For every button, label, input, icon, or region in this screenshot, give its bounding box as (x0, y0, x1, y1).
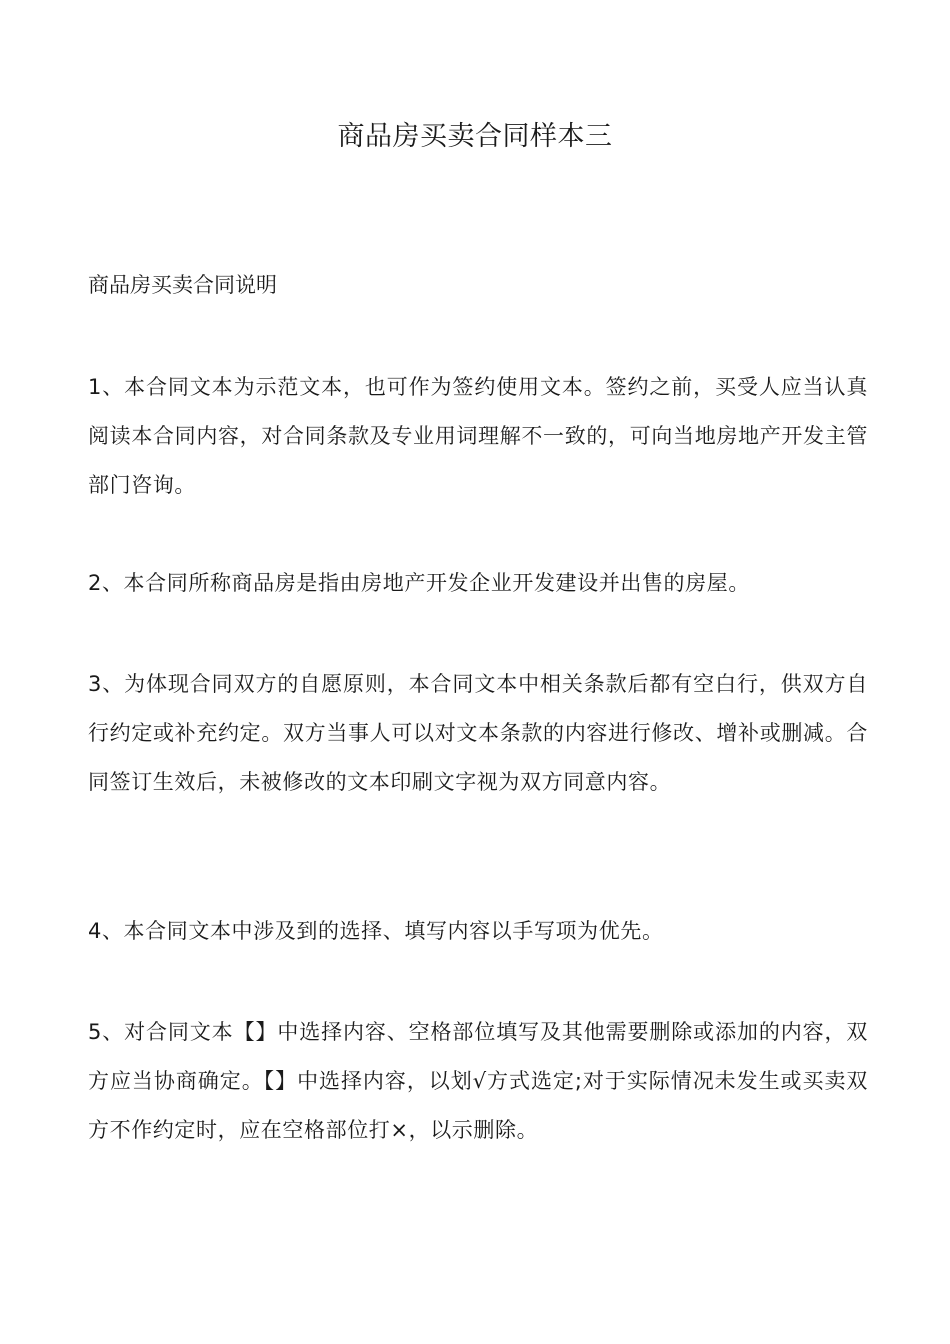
paragraph-2: 2、本合同所称商品房是指由房地产开发企业开发建设并出售的房屋。 (88, 571, 750, 595)
paragraph-4: 4、本合同文本中涉及到的选择、填写内容以手写项为优先。 (88, 919, 664, 943)
document-title: 商品房买卖合同样本三 (337, 121, 613, 152)
paragraph-1: 1、本合同文本为示范文本，也可作为签约使用文本。签约之前，买受人应当认真阅读本合同内容，对合同条款及专业用词理解不一致的，可向当地房地产开发主管部门咨询。 (88, 375, 868, 497)
paragraph-3: 3、为体现合同双方的自愿原则，本合同文本中相关条款后都有空白行，供双方自行约定或补充约定。双方当事人可以对文本条款的内容进行修改、增补或删减。合同签订生效后，未被修改的文本印刷文字视为双方同意内容。 (88, 672, 868, 794)
paragraph-5: 5、对合同文本【】中选择内容、空格部位填写及其他需要删除或添加的内容，双方应当协商确定。【】中选择内容，以划√方式选定;对于实际情况未发生或买卖双方不作约定时，应在空格部位打×，以示删除。 (88, 1020, 868, 1142)
section-heading: 商品房买卖合同说明 (88, 273, 277, 297)
